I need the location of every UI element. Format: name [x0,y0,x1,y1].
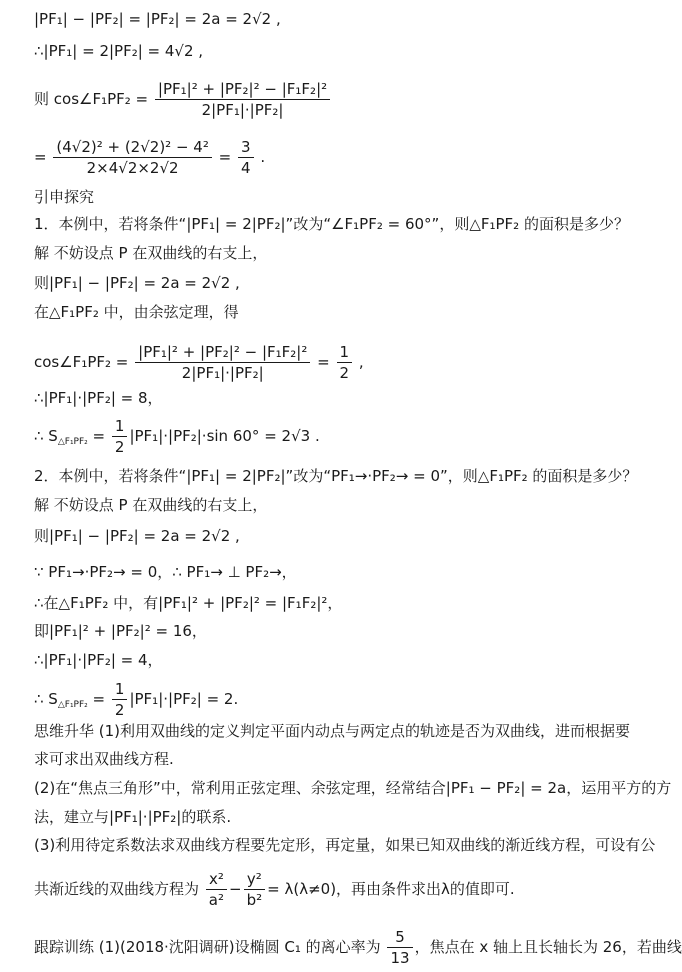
summary-paragraph: (2)在“焦点三角形”中，常利用正弦定理、余弦定理，经常结合|PF₁ − PF₂| = 2a，运用平方的方 [34,779,672,797]
cosine-formula-line: 则 cos∠F₁PF₂ = $\frac{\text{|PF₁|² + |PF₂|² − |F₁F₂|²}}{\text{2|PF₁|·|PF₂|}}$ [34,80,626,119]
fraction: $\frac{\text{|PF₁|² + |PF₂|² − |F₁F₂|²}}{\text{2|PF₁|·|PF₂|}}$ [155,80,330,119]
cosine-formula-line: cos∠F₁PF₂ = $\frac{\text{|PF₁|² + |PF₂|² − |F₁F₂|²}}{\text{2|PF₁|·|PF₂|}}$ = $\frac{1}{2}$ , [34,343,364,382]
summary-paragraph: (3)利用待定系数法求双曲线方程要先定形，再定量，如果已知双曲线的渐近线方程，可设有公 [34,836,656,854]
question-1: 1．本例中，若将条件“|PF₁| = 2|PF₂|”改为“∠F₁PF₂ = 60°”，则△F₁PF₂ 的面积是多少？ [34,215,629,233]
equation-line: 即|PF₁|² + |PF₂|² = 16， [34,622,207,640]
fraction: $\frac{3}{4}$ [238,138,254,177]
fraction: $\frac{5}{13}$ [387,928,412,967]
equation-line: ∴在△F₁PF₂ 中，有|PF₁|² + |PF₂|² = |F₁F₂|²， [34,594,343,612]
section-heading: 引申探究 [34,188,95,206]
solution-line: 在△F₁PF₂ 中，由余弦定理，得 [34,303,239,321]
equation-line: ∴|PF₁| = 2|PF₂| = 4√2 , [34,42,204,60]
summary-paragraph: 思维升华 (1)利用双曲线的定义判定平面内动点与两定点的轨迹是否为双曲线，进而根据要 [34,722,631,740]
cosine-value-line: = $\frac{\text{(4√2)² + (2√2)² − 4²}}{2\times 4√2\times 2√2}$ = $\frac{3}{4}$ . [34,138,266,177]
fraction: $\frac{1}{2}$ [112,417,128,456]
fraction: $\frac{\text{|PF₁|² + |PF₂|² − |F₁F₂|²}}{\text{2|PF₁|·|PF₂|}}$ [135,343,310,382]
equation-line: 则|PF₁| − |PF₂| = 2a = 2√2 , [34,527,240,545]
fraction: $\frac{1}{2}$ [112,680,128,719]
solution-line: 解 不妨设点 P 在双曲线的右支上， [34,244,268,262]
fraction: $\frac{1}{2}$ [337,343,353,382]
summary-paragraph: 求可求出双曲线方程. [34,750,174,768]
equation-line: 则|PF₁| − |PF₂| = 2a = 2√2 , [34,274,240,292]
fraction: $\frac{\text{x²}}{\text{a²}}$ [206,870,227,909]
equation-line: ∴|PF₁|·|PF₂| = 4， [34,651,163,669]
solution-line: 解 不妨设点 P 在双曲线的右支上， [34,496,268,514]
summary-paragraph: 共渐近线的双曲线方程为 $\frac{\text{x²}}{\text{a²}}$ − $\frac{\text{y²}}{\text{b²}}$ = λ(λ≠0)，再由条件求出λ的值即可. [34,870,515,909]
summary-paragraph: 法，建立与|PF₁|·|PF₂|的联系. [34,808,232,826]
exercise-line: 跟踪训练 (1)(2018·沈阳调研)设椭圆 C₁ 的离心率为 $\frac{5}{13}$ ，焦点在 x 轴上且长轴长为 26，若曲线 [34,928,682,967]
question-2: 2．本例中，若将条件“|PF₁| = 2|PF₂|”改为“PF₁→·PF₂→ = 0”，则△F₁PF₂ 的面积是多少？ [34,467,638,485]
fraction: $\frac{\text{y²}}{\text{b²}}$ [244,870,266,909]
area-formula-line: ∴ S△F₁PF₂ = $\frac{1}{2}$ |PF₁|·|PF₂|·sin 60° = 2√3 . [34,417,320,456]
area-formula-line: ∴ S△F₁PF₂ = $\frac{1}{2}$ |PF₁|·|PF₂| = 2. [34,680,239,719]
fraction: $\frac{\text{(4√2)² + (2√2)² − 4²}}{2\times 4√2\times 2√2}$ [53,138,212,177]
equation-line: ∴|PF₁|·|PF₂| = 8， [34,389,163,407]
equation-line: |PF₁| − |PF₂| = |PF₂| = 2a = 2√2 , [34,10,281,28]
equation-line: ∵ PF₁→·PF₂→ = 0，∴ PF₁→ ⊥ PF₂→， [34,563,297,581]
